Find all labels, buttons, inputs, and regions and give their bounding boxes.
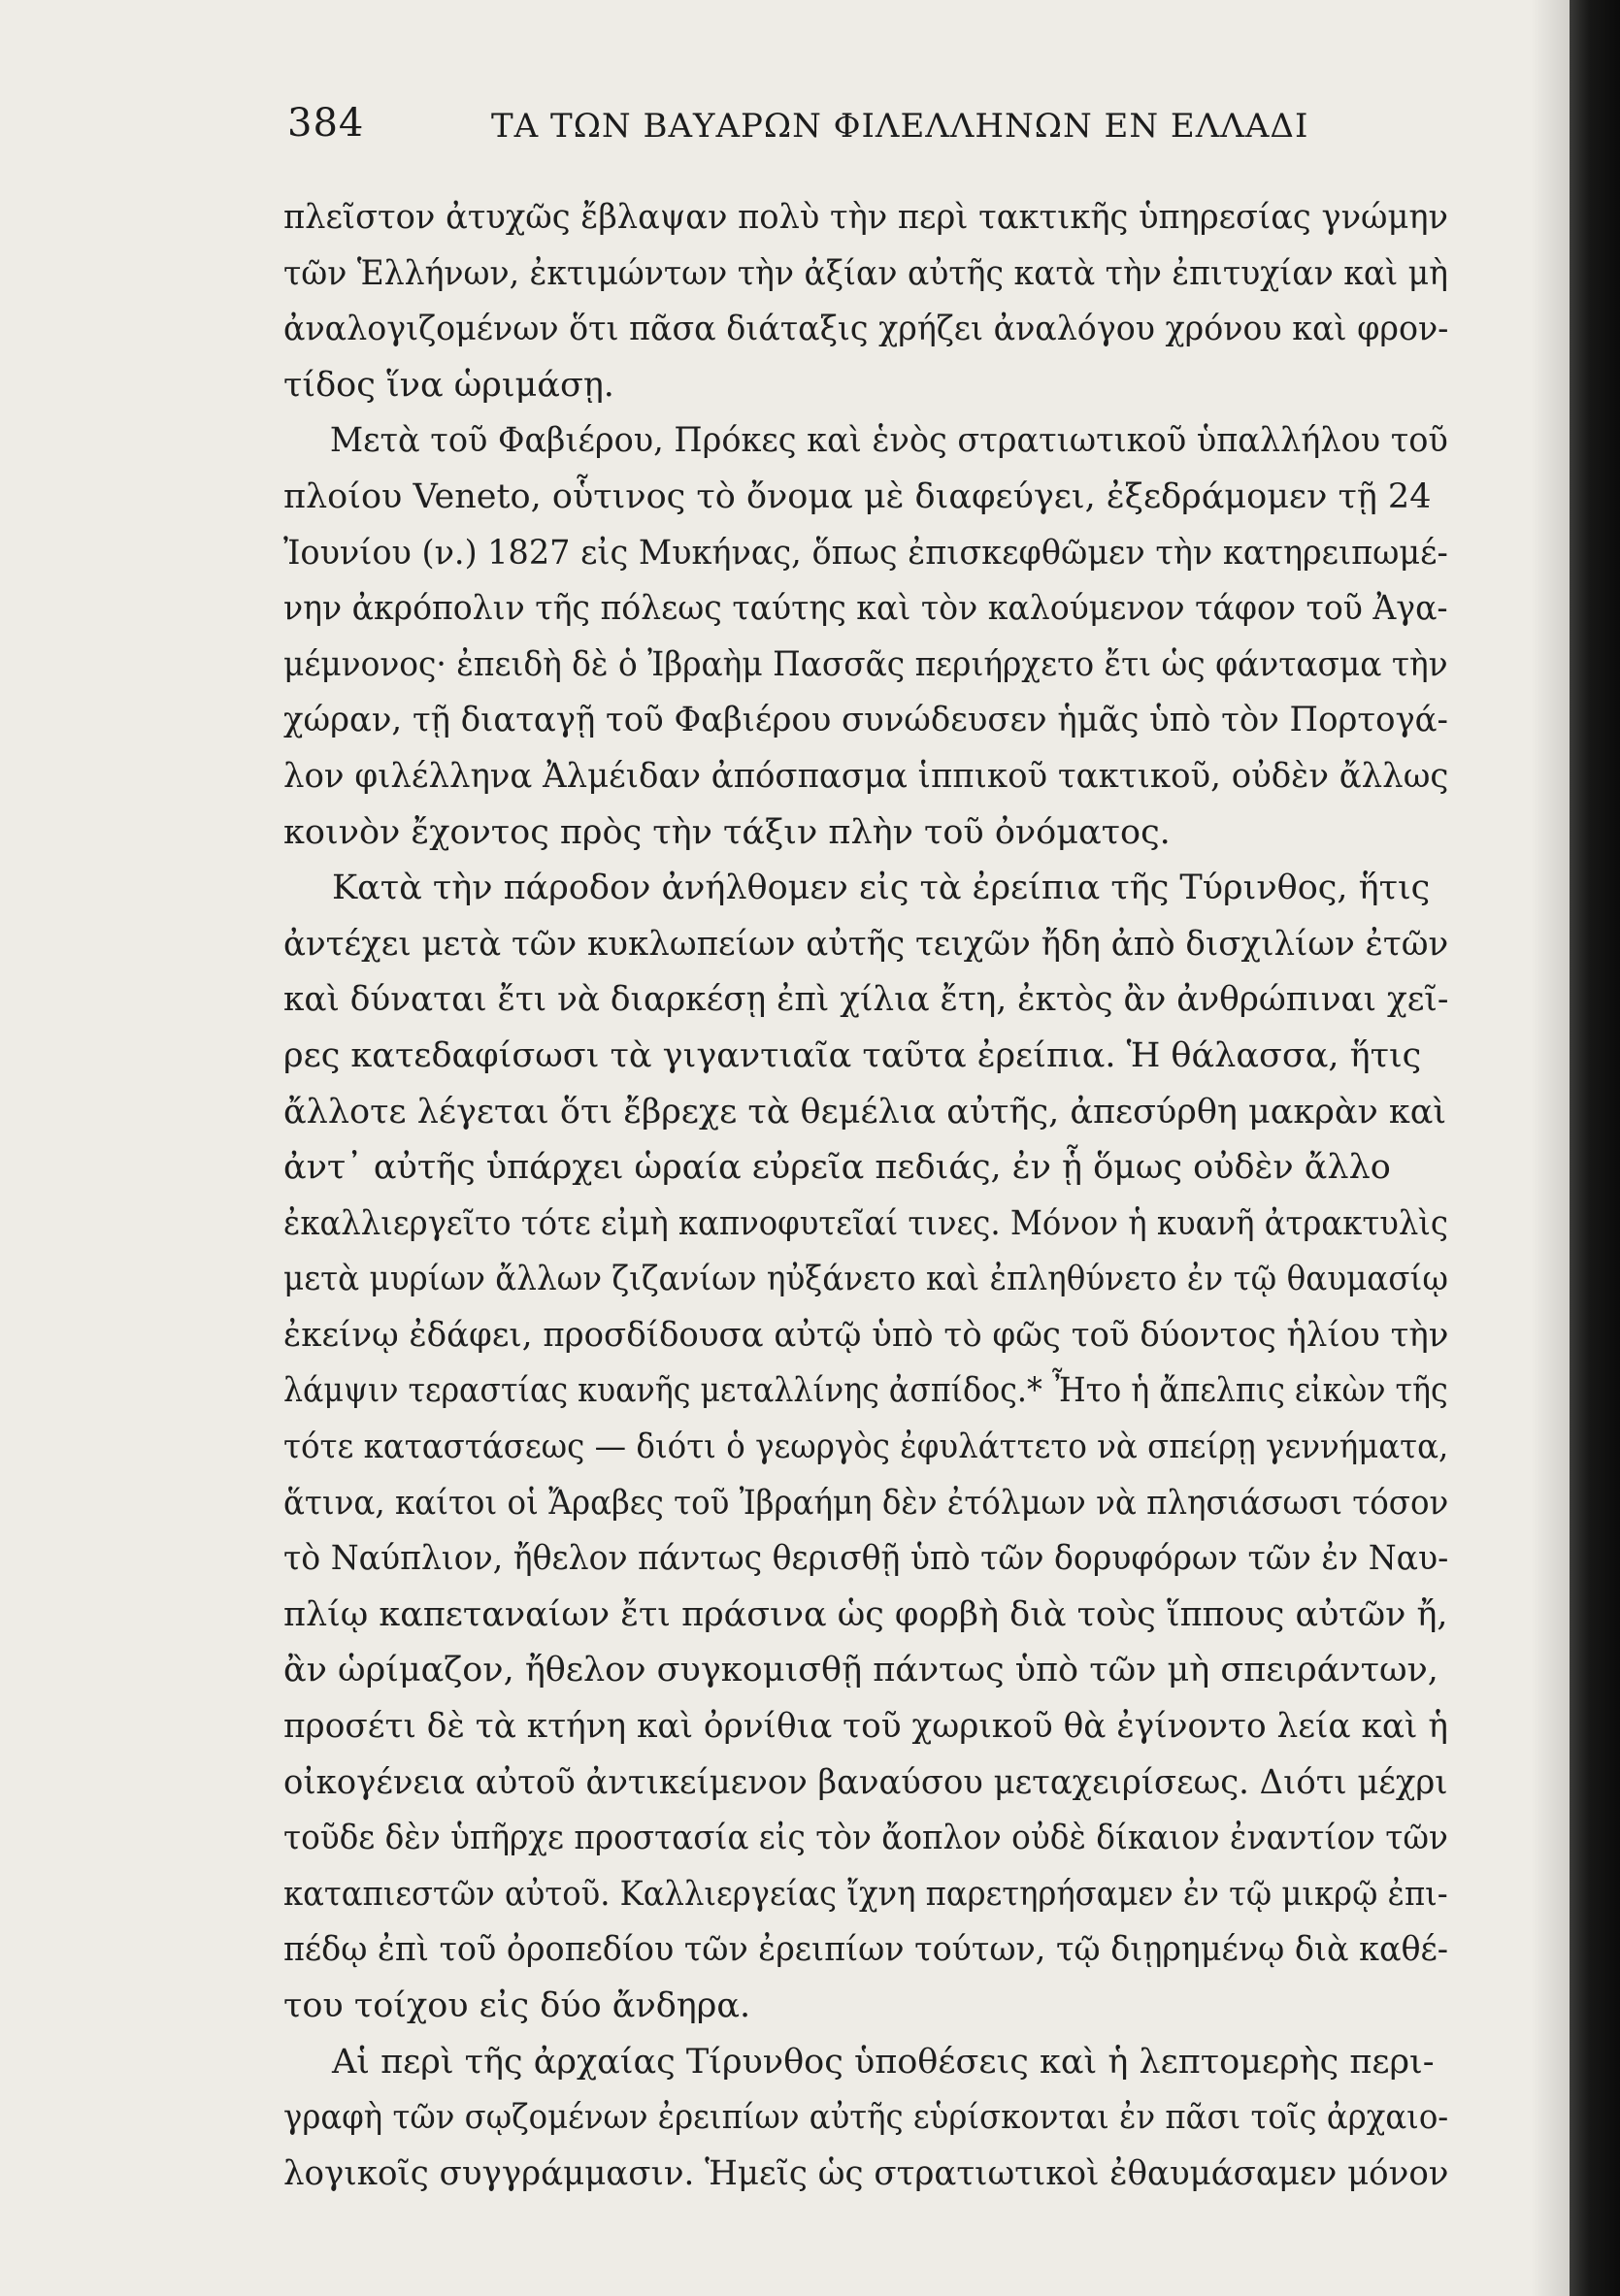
text-line: τοῦδε δὲν ὑπῆρχε προστασία εἰς τὸν ἄοπλον οὐδὲ δίκαιον ἐναντίον τῶν — [283, 1819, 1448, 1858]
text-line: ἐκείνῳ ἐδάφει, προσδίδουσα αὐτῷ ὑπὸ τὸ φῶς τοῦ δύοντος ἡλίου τὴν — [283, 1315, 1449, 1355]
text-line: ἄλλοτε λέγεται ὅτι ἔβρεχε τὰ θεμέλια αὐτῆς, ἀπεσύρθη μακρὰν καὶ — [283, 1092, 1447, 1132]
text-line: λάμψιν τεραστίας κυανῆς μεταλλίνης ἀσπίδος.* Ἦτο ἡ ἄπελπις εἰκὼν τῆς — [283, 1371, 1448, 1411]
text-line: οἰκογένεια αὐτοῦ ἀντικείμενον βαναύσου μεταχειρίσεως. Διότι μέχρι — [283, 1762, 1448, 1802]
text-line: πλεῖστον ἀτυχῶς ἔβλαψαν πολὺ τὴν περὶ τακτικῆς ὑπηρεσίας γνώμην — [283, 198, 1448, 237]
text-line: τὸ Ναύπλιον, ἤθελον πάντως θερισθῇ ὑπὸ τῶν δορυφόρων τῶν ἐν Ναυ- — [283, 1539, 1449, 1579]
paragraph-first-line: Αἱ περὶ τῆς ἀρχαίας Τίρυνθος ὑποθέσεις καὶ ἡ λεπτομερὴς περι- — [332, 2042, 1435, 2082]
text-line: καταπιεστῶν αὐτοῦ. Καλλιεργείας ἴχνη παρετηρήσαμεν ἐν τῷ μικρῷ ἐπι- — [283, 1874, 1448, 1914]
text-line: πλίῳ καπεταναίων ἔτι πράσινα ὡς φορβὴ διὰ τοὺς ἵππους αὐτῶν ἤ, — [283, 1594, 1448, 1634]
text-line: τότε καταστάσεως — διότι ὁ γεωργὸς ἐφυλάττετο νὰ σπείρῃ γεννήματα, — [283, 1427, 1449, 1467]
text-line: τίδος ἵνα ὡριμάσῃ. — [283, 365, 614, 405]
text-line: ἅτινα, καίτοι οἱ Ἄραβες τοῦ Ἰβραήμη δὲν ἐτόλμων νὰ πλησιάσωσι τόσον — [283, 1483, 1449, 1523]
text-line: γραφὴ τῶν σῳζομένων ἐρειπίων αὐτῆς εὑρίσκονται ἐν πᾶσι τοῖς ἀρχαιο- — [283, 2098, 1449, 2138]
text-line: πλοίου Veneto, οὗτινος τὸ ὄνομα μὲ διαφεύγει, ἐξεδράμομεν τῇ 24 — [283, 476, 1432, 516]
text-line: καὶ δύναται ἔτι νὰ διαρκέσῃ ἐπὶ χίλια ἔτη, ἐκτὸς ἂν ἀνθρώπιναι χεῖ- — [283, 980, 1449, 1020]
text-line: πέδῳ ἐπὶ τοῦ ὀροπεδίου τῶν ἐρειπίων τούτων, τῷ διῃρημένῳ διὰ καθέ- — [283, 1930, 1449, 1970]
text-line: λογικοῖς συγγράμμασιν. Ἡμεῖς ὡς στρατιωτικοὶ ἐθαυμάσαμεν μόνον — [283, 2153, 1449, 2193]
page-number: 384 — [287, 101, 365, 146]
text-line: χώραν, τῇ διαταγῇ τοῦ Φαβιέρου συνώδευσεν ἡμᾶς ὑπὸ τὸν Πορτογά- — [283, 701, 1448, 740]
text-line: Ἰουνίου (ν.) 1827 εἰς Μυκήνας, ὅπως ἐπισκεφθῶμεν τὴν κατηρειπωμέ- — [283, 533, 1448, 573]
gutter-shadow — [1531, 0, 1570, 2296]
running-title: ΤΑ ΤΩΝ ΒΑΥΑΡΩΝ ΦΙΛΕΛΛΗΝΩΝ ΕΝ ΕΛΛΑΔΙ — [491, 107, 1309, 146]
paragraph-first-line: Κατὰ τὴν πάροδον ἀνήλθομεν εἰς τὰ ἐρείπια τῆς Τύρινθος, ἥτις — [332, 869, 1431, 908]
text-line: τῶν Ἑλλήνων, ἐκτιμώντων τὴν ἀξίαν αὐτῆς κατὰ τὴν ἐπιτυχίαν καὶ μὴ — [283, 253, 1448, 293]
text-line: λον φιλέλληνα Ἀλμέιδαν ἀπόσπασμα ἱππικοῦ τακτικοῦ, οὐδὲν ἄλλως — [283, 756, 1449, 796]
text-line: προσέτι δὲ τὰ κτήνη καὶ ὀρνίθια τοῦ χωρικοῦ θὰ ἐγίνοντο λεία καὶ ἡ — [283, 1707, 1448, 1747]
text-line: ἀντέχει μετὰ τῶν κυκλωπείων αὐτῆς τειχῶν ἤδη ἀπὸ δισχιλίων ἐτῶν — [283, 924, 1449, 964]
text-line: ρες κατεδαφίσωσι τὰ γιγαντιαῖα ταῦτα ἐρείπια. Ἡ θάλασσα, ἥτις — [283, 1035, 1422, 1075]
body-text — [283, 190, 1448, 2202]
text-line: ἀντ᾽ αὐτῆς ὑπάρχει ὡραία εὐρεῖα πεδιάς, ἐν ᾗ ὅμως οὐδὲν ἄλλο — [283, 1148, 1391, 1188]
book-spine — [1570, 0, 1620, 2296]
text-line: νην ἀκρόπολιν τῆς πόλεως ταύτης καὶ τὸν καλούμενον τάφον τοῦ Ἀγα- — [283, 589, 1448, 629]
text-line: μέμνονος· ἐπειδὴ δὲ ὁ Ἰβραὴμ Πασσᾶς περιήρχετο ἔτι ὡς φάντασμα τὴν — [283, 644, 1448, 684]
text-line: κοινὸν ἔχοντος πρὸς τὴν τάξιν πλὴν τοῦ ὀνόματος. — [283, 812, 1171, 852]
text-line: ἐκαλλιεργεῖτο τότε εἰμὴ καπνοφυτεῖαί τινες. Μόνον ἡ κυανῆ ἀτρακτυλὶς — [283, 1203, 1449, 1243]
text-line: ἂν ὡρίμαζον, ἤθελον συγκομισθῇ πάντως ὑπὸ τῶν μὴ σπειράντων, — [283, 1651, 1438, 1690]
text-line: του τοίχου εἰς δύο ἄνδηρα. — [283, 1986, 751, 2025]
text-line: μετὰ μυρίων ἄλλων ζιζανίων ηὐξάνετο καὶ ἐπληθύνετο ἐν τῷ θαυμασίῳ — [283, 1260, 1448, 1299]
paragraph-first-line: Μετὰ τοῦ Φαβιέρου, Πρόκες καὶ ἑνὸς στρατιωτικοῦ ὑπαλλήλου τοῦ — [329, 421, 1448, 461]
text-line: ἀναλογιζομένων ὅτι πᾶσα διάταξις χρήζει ἀναλόγου χρόνου καὶ φρον- — [283, 310, 1449, 349]
